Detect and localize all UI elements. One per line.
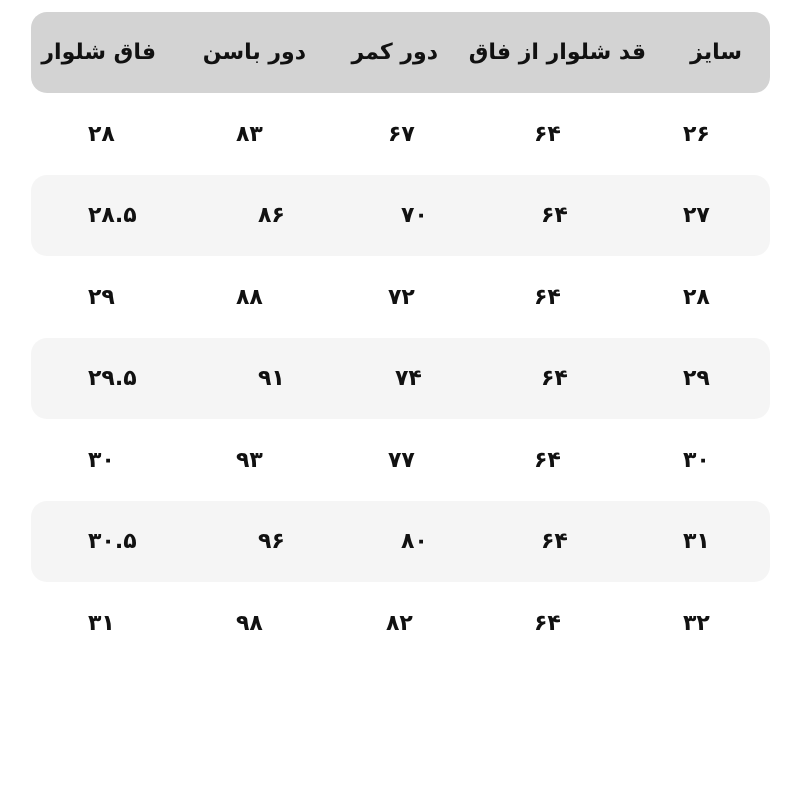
cell-pants-length: ۶۴ (541, 366, 568, 391)
header-hip: دور باسن (202, 40, 306, 65)
cell-pants-length: ۶۴ (541, 529, 568, 554)
cell-rise: ۲۹ (88, 285, 115, 310)
cell-waist: ۷۷ (388, 448, 415, 473)
cell-size: ۳۲ (683, 611, 710, 636)
cell-waist: ۷۲ (388, 285, 415, 310)
cell-rise: ۲۸ (88, 122, 115, 147)
cell-waist: ۸۰ (401, 529, 428, 554)
cell-hip: ۸۶ (258, 203, 285, 228)
cell-hip: ۹۳ (236, 448, 263, 473)
cell-rise: ۳۰.۵ (88, 529, 137, 554)
table-row (31, 420, 770, 501)
cell-waist: ۷۰ (401, 203, 428, 228)
cell-pants-length: ۶۴ (534, 122, 561, 147)
header-pants-length: قد شلوار از فاق (468, 40, 646, 65)
cell-pants-length: ۶۴ (534, 448, 561, 473)
cell-pants-length: ۶۴ (541, 203, 568, 228)
header-rise: فاق شلوار (41, 40, 156, 65)
table-row (31, 501, 770, 582)
table-row (31, 175, 770, 256)
cell-size: ۲۷ (683, 203, 710, 228)
cell-size: ۳۱ (683, 529, 710, 554)
cell-hip: ۸۳ (236, 122, 263, 147)
table-row (31, 94, 770, 175)
cell-hip: ۸۸ (236, 285, 263, 310)
header-size: سایز (690, 40, 742, 65)
table-header-row (31, 12, 770, 93)
cell-hip: ۹۸ (236, 611, 263, 636)
cell-size: ۲۸ (683, 285, 710, 310)
header-waist: دور کمر (351, 40, 438, 65)
cell-waist: ۸۲ (386, 611, 413, 636)
cell-hip: ۹۱ (258, 366, 285, 391)
cell-rise: ۳۱ (88, 611, 115, 636)
cell-pants-length: ۶۴ (534, 611, 561, 636)
cell-rise: ۲۹.۵ (88, 366, 137, 391)
cell-pants-length: ۶۴ (534, 285, 561, 310)
cell-rise: ۳۰ (88, 448, 115, 473)
cell-size: ۲۹ (683, 366, 710, 391)
table-row (31, 338, 770, 419)
cell-size: ۳۰ (683, 448, 710, 473)
cell-waist: ۷۴ (395, 366, 422, 391)
cell-rise: ۲۸.۵ (88, 203, 137, 228)
table-row (31, 583, 770, 664)
cell-hip: ۹۶ (258, 529, 285, 554)
cell-size: ۲۶ (683, 122, 710, 147)
cell-waist: ۶۷ (388, 122, 415, 147)
table-row (31, 257, 770, 338)
